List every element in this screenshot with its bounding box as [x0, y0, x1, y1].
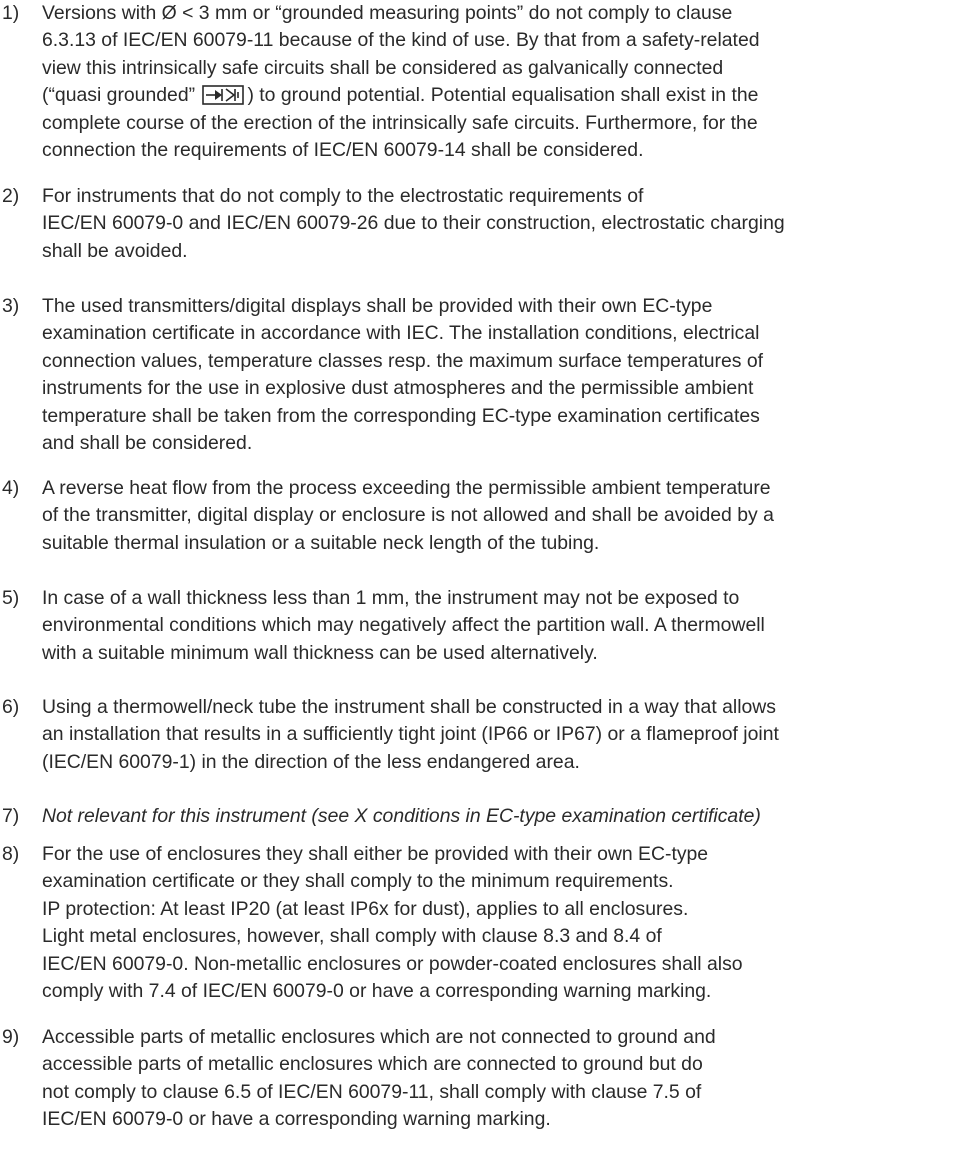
item-number: 9) — [2, 1026, 20, 1048]
item-text — [42, 183, 966, 265]
text-line: IP protection: At least IP20 (at least IP6x for dust), applies to all enclosures. — [42, 897, 689, 920]
item-text — [42, 475, 966, 557]
item-text — [42, 841, 966, 1005]
text-segment: ) to ground potential. Potential equalisation shall exist in the — [247, 84, 759, 107]
text-line: connection values, temperature classes resp. the maximum surface temperatures of — [42, 349, 764, 372]
text-line — [42, 82, 966, 109]
text-line: temperature shall be taken from the corresponding EC-type examination certificates — [42, 404, 760, 427]
item-text — [42, 803, 966, 830]
item-text — [42, 585, 966, 667]
text-line: view this intrinsically safe circuits shall be considered as galvanically connected — [42, 56, 724, 79]
text-line: comply with 7.4 of IEC/EN 60079-0 or have a corresponding warning marking. — [42, 980, 712, 1003]
text-line: not comply to clause 6.5 of IEC/EN 60079-11, shall comply with clause 7.5 of — [42, 1080, 702, 1103]
text-line: Using a thermowell/neck tube the instrument shall be constructed in a way that allows — [42, 696, 776, 718]
text-line: instruments for the use in explosive dust atmospheres and the permissible ambient — [42, 377, 754, 400]
text-line: IEC/EN 60079-0 and IEC/EN 60079-26 due to their construction, electrostatic charging — [42, 212, 785, 235]
text-line: IEC/EN 60079-0 or have a corresponding warning marking. — [42, 1108, 551, 1131]
text-line: 6.3.13 of IEC/EN 60079-11 because of the kind of use. By that from a safety-related — [42, 29, 760, 52]
item-number: 8) — [2, 843, 20, 865]
text-line: Light metal enclosures, however, shall comply with clause 8.3 and 8.4 of — [42, 925, 662, 948]
text-line: connection the requirements of IEC/EN 60079-14 shall be considered. — [42, 139, 644, 162]
item-number: 4) — [2, 477, 20, 499]
text-line: environmental conditions which may negatively affect the partition wall. A thermowell — [42, 614, 765, 637]
text-line: an installation that results in a sufficiently tight joint (IP66 or IP67) or a flameproof joint — [42, 723, 779, 746]
text-line: with a suitable minimum wall thickness can be used alternatively. — [42, 641, 598, 664]
item-text — [42, 293, 966, 457]
text-line: Versions with Ø < 3 mm or “grounded measuring points” do not comply to clause — [42, 2, 733, 24]
text-line: shall be avoided. — [42, 239, 188, 262]
text-line: The used transmitters/digital displays shall be provided with their own EC-type — [42, 295, 713, 317]
item-number: 2) — [2, 185, 20, 207]
item-number: 5) — [2, 587, 20, 609]
text-line: Accessible parts of metallic enclosures which are not connected to ground and — [42, 1026, 716, 1048]
text-line: IEC/EN 60079-0. Non-metallic enclosures or powder-coated enclosures shall also — [42, 952, 743, 975]
item-text — [42, 1024, 966, 1134]
text-line: complete course of the erection of the intrinsically safe circuits. Furthermore, for the — [42, 111, 758, 134]
text-line: accessible parts of metallic enclosures which are connected to ground but do — [42, 1053, 703, 1076]
text-line: and shall be considered. — [42, 432, 253, 455]
text-line: (IEC/EN 60079-1) in the direction of the less endangered area. — [42, 750, 580, 773]
text-line: For the use of enclosures they shall either be provided with their own EC-type — [42, 843, 709, 865]
text-line: examination certificate or they shall comply to the minimum requirements. — [42, 870, 674, 893]
text-line: Not relevant for this instrument (see X conditions in EC-type examination certificate) — [42, 805, 761, 827]
text-line: suitable thermal insulation or a suitable neck length of the tubing. — [42, 531, 600, 554]
text-segment: (“quasi grounded” — [42, 84, 201, 107]
item-text — [42, 0, 966, 164]
item-text — [42, 694, 966, 776]
text-line: A reverse heat flow from the process exceeding the permissible ambient temperature — [42, 477, 771, 499]
item-number: 6) — [2, 696, 20, 718]
text-line: In case of a wall thickness less than 1 mm, the instrument may not be exposed to — [42, 587, 740, 609]
item-number: 1) — [2, 2, 20, 24]
text-line: examination certificate in accordance with IEC. The installation conditions, electrical — [42, 322, 760, 345]
item-number: 3) — [2, 295, 20, 317]
text-line: For instruments that do not comply to the electrostatic requirements of — [42, 185, 644, 207]
item-number: 7) — [2, 805, 20, 827]
quasi-ground-symbol-icon — [202, 85, 244, 105]
text-line: of the transmitter, digital display or enclosure is not allowed and shall be avoided by a — [42, 504, 774, 527]
